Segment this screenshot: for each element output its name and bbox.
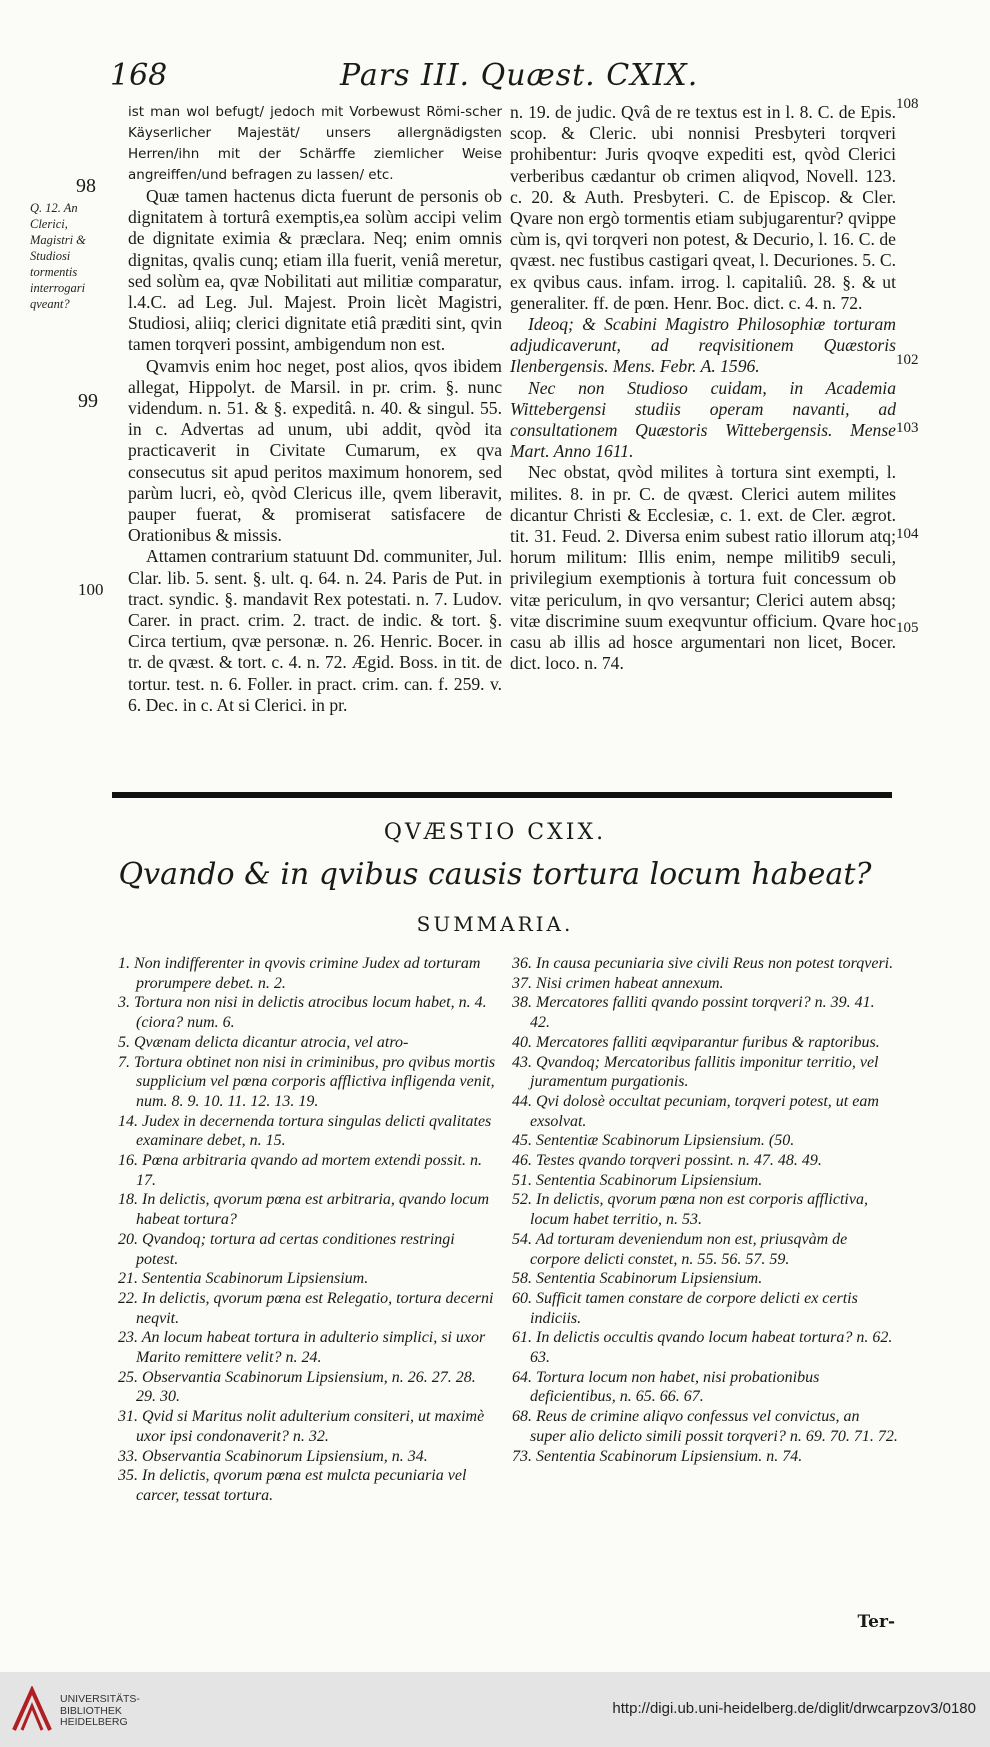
list-item: 60. Sufficit tamen constare de corpore delicti ex certis indiciis.	[512, 1289, 858, 1327]
source-url[interactable]: http://digi.ub.uni-heidelberg.de/diglit/drwcarpzov3/0180	[612, 1700, 976, 1717]
paragraph: Quæ tamen hactenus dicta fuerunt de personis ob dignitatem à torturâ exemptis,ea solùm accipi velim de dignitate eximia & præclara. Neq; enim omnis dignitas, qvalis cunq; etiam illa fuerit, veniâ meretur, sed solùm ea, qvæ Nobilitati aut militiæ comparatur, l.4.C. ad Leg. Jul. Majest. Proin licèt Magistri, Studiosi, aliiq; clerici dignitate etiâ præditi sint, qvin tamen torqveri possint, ambigendum non est.	[128, 186, 502, 355]
library-name	[60, 1694, 140, 1729]
list-item: 43. Qvandoq; Mercatoribus fallitis imponitur territio, vel juramentum purgationis.	[512, 1053, 879, 1091]
list-item: 21. Sententia Scabinorum Lipsiensium.	[118, 1270, 369, 1288]
page-header	[110, 58, 870, 98]
catchword: Ter-	[857, 1612, 895, 1632]
section-divider	[112, 792, 892, 798]
summary-list-left	[118, 954, 498, 1506]
list-item: 45. Sententiæ Scabinorum Lipsiensium. (50.	[512, 1132, 795, 1150]
left-column	[128, 102, 502, 716]
list-item: 40. Mercatores falliti æqviparantur furibus & raptoribus.	[512, 1033, 880, 1051]
margin-number: 102	[896, 352, 919, 368]
list-item: 58. Sententia Scabinorum Lipsiensium.	[512, 1270, 763, 1288]
list-item: 22. In delictis, qvorum pœna est Relegatio, tortura decerni neqvit.	[118, 1289, 494, 1327]
list-item: 14. Judex in decernenda tortura singulas delicti qvalitates examinare debet, n. 15.	[118, 1112, 492, 1150]
list-item: 3. Tortura non nisi in delictis atrocibus locum habet, n. 4. (ciora? num. 6.	[118, 994, 487, 1032]
list-item: 31. Qvid si Maritus nolit adulterium consiteri, ut maximè uxor ipsi condonaverit? n. 32.	[118, 1408, 485, 1445]
list-item: 38. Mercatores falliti qvando possint torqveri? n. 39. 41. 42.	[512, 994, 875, 1032]
paragraph: Nec non Studioso cuidam, in Academia Wittebergensi studiis operam navanti, ad consultationem Quæstoris Wittebergensis. Mense Mart. Anno 1611.	[510, 377, 896, 462]
list-item: 68. Reus de crimine aliqvo confessus vel convictus, an super alio delicto simili possit torqveri? n. 69. 70. 71. 72.	[512, 1408, 898, 1445]
list-item: 52. In delictis, qvorum pœna non est corporis afflictiva, locum habet territio, n. 53.	[512, 1191, 868, 1229]
list-item: 5. Qvænam delicta dicantur atrocia, vel atro-	[118, 1033, 409, 1051]
list-item: 37. Nisi crimen habeat annexum.	[512, 974, 724, 992]
list-item: 23. An locum habeat tortura in adulterio simplici, si uxor Marito remittere velit? n. 24.	[118, 1329, 486, 1367]
list-item: 18. In delictis, qvorum pœna est arbitraria, qvando locum habeat tortura?	[118, 1191, 490, 1229]
list-item: 33. Observantia Scabinorum Lipsiensium, n. 34.	[118, 1447, 428, 1465]
list-item: 36. In causa pecuniaria sive civili Reus non potest torqveri.	[512, 955, 894, 972]
margin-number: 104	[896, 526, 919, 542]
list-item: 7. Tortura obtinet non nisi in criminibus, pro qvibus mortis supplicium vel pœna corporis afflictiva infligenda venit, num. 8. 9. 10. 11. 12. 13. 19.	[118, 1053, 496, 1110]
margin-number: 108	[896, 96, 919, 112]
paragraph: n. 19. de judic. Qvâ de re textus est in l. 8. C. de Epis. scop. & Cleric. ubi nonnisi Presbyteri torqveri prohibentur: Juris qvoqve expediti est, qvòd Clerici verberibus cædantur ob crimen aliqvod, Novell. 123. c. 20. & Auth. Presbyteri. C. de Episcop. & Cler. Qvare non ergò tormentis etiam subjugarentur? qvippe cùm is, qvi torqveri non potest, & Decurio, l. 16. C. de qvæst. nec fustibus castigari qveat, l. Decuriones. 5. C. ex qvibus caus. infam. irrog. l. capitaliû. 28. §. & ut generaliter. ff. de pœn. Henr. Boc. dict. c. 4. n. 72.	[510, 102, 897, 313]
list-item: 46. Testes qvando torqveri possint. n. 47. 48. 49.	[512, 1152, 822, 1170]
list-item: 54. Ad torturam deveniendum non est, priusqvàm de corpore delicti constet, n. 55. 56. 57. 59.	[512, 1230, 848, 1268]
list-item: 51. Sententia Scabinorum Lipsiensium.	[512, 1171, 763, 1189]
margin-note: Q. 12. An Clerici, Magistri & Studiosi tormentis interrogari qveant?	[30, 201, 86, 311]
page-number: 168	[110, 58, 168, 93]
library-name-line: BIBLIOTHEK	[60, 1704, 122, 1717]
list-item: 35. In delictis, qvorum pœna est mulcta pecuniaria vel carcer, tessat tortura.	[118, 1467, 467, 1504]
list-item: 1. Non indifferenter in qvovis crimine Judex ad torturam prorumpere debet. n. 2.	[118, 955, 481, 992]
margin-number: 103	[896, 420, 919, 436]
right-column	[510, 102, 896, 674]
paragraph: Nec obstat, qvòd milites à tortura sint exempti, l. milites. 8. in pr. C. de qvæst. Clerici autem milites dicantur Christi & Ecclesiæ, c. 1. ext. de Cler. ægrot. tit. 31. Feud. 2. Diversa enim subest ratio illorum atq; horum militum: Illis enim, nempe militib9 seculi, privilegium exemptionis à tortura fuit concessum ob vitæ periculum, in qvo versantur; Clerici autem absq; vitæ discrimine suum exeqvuntur officium. Qvare hoc casu ab illis ad hosce argumentari non licet, Bocer. dict. loco. n. 74.	[510, 462, 896, 674]
list-item: 25. Observantia Scabinorum Lipsiensium, n. 26. 27. 28. 29. 30.	[118, 1368, 476, 1406]
paragraph: Qvamvis enim hoc neget, post alios, qvos ibidem allegat, Hippolyt. de Marsil. in pr. crim. §. nunc videndum. n. 51. & §. expeditâ. n. 40. & singul. 55. in c. Advertas ad unum, ubi addit, qvòd ita practicaverit in Civitate Cumarum, ex qva consecutus sit apud peritos maximum honorem, sed parùm lucri, eò, qvòd Clericus ille, qvem liberavit, pauper fuerat, & promiserat satisfacere de Orationibus & missis.	[128, 355, 502, 546]
list-item: 73. Sententia Scabinorum Lipsiensium. n. 74.	[512, 1447, 803, 1465]
footer-bar	[0, 1672, 990, 1747]
margin-number: 98	[76, 175, 96, 197]
list-item: 16. Pœna arbitraria qvando ad mortem extendi possit. n. 17.	[118, 1152, 482, 1189]
list-item: 20. Qvandoq; tortura ad certas conditiones restringi potest.	[118, 1230, 455, 1268]
university-library-logo-icon	[10, 1686, 54, 1732]
library-name-line: HEIDELBERG	[60, 1716, 128, 1728]
paragraph: Attamen contrarium statuunt Dd. communiter, Jul. Clar. lib. 5. sent. §. ult. q. 64. n. 24. Paris de Put. in tract. syndic. §. mandavit Rex potestati. n. 7. Ludov. Carer. in pract. crim. 2. tract. de indic. & tort. §. Circa tertium, qvæ personæ. n. 26. Henric. Bocer. in tr. de qvæst. & tort. c. 4. n. 72. Ægid. Boss. in tit. de tortur. test. n. 6. Foller. in pract. crim. can. f. 259. v. 6. Dec. in c. At si Clerici. in pr.	[128, 546, 502, 715]
margin-number: 100	[78, 580, 104, 599]
margin-number: 105	[896, 620, 919, 636]
margin-number: 99	[78, 390, 98, 412]
running-head: Pars III. Quæst. CXIX.	[340, 58, 699, 93]
paragraph: Ideoq; & Scabini Magistro Philosophiæ torturam adjudicaverunt, ad reqvisitionem Quæstoris Ilenbergensis. Mens. Febr. A. 1596.	[510, 314, 896, 377]
summary-list-right	[512, 954, 898, 1466]
list-item: 61. In delictis occultis qvando locum habeat tortura? n. 62. 63.	[512, 1329, 893, 1367]
list-item: 44. Qvi dolosè occultat pecuniam, torqveri potest, ut eam exsolvat.	[512, 1092, 879, 1130]
question-title: QVÆSTIO CXIX.	[383, 820, 607, 845]
summaria-heading: SUMMARIA.	[416, 912, 574, 936]
question-subtitle: Qvando & in qvibus causis tortura locum habeat?	[118, 857, 872, 892]
library-name-line: UNIVERSITÄTS-	[60, 1693, 140, 1705]
paragraph: ist man wol befugt/ jedoch mit Vorbewust Römi-scher Käyserlicher Majestät/ unsers allergnädigsten Herren/ihn mit der Schärffe ziemlicher Weise angreiffen/und befragen zu lassen/ etc.	[128, 104, 502, 183]
list-item: 64. Tortura locum non habet, nisi probationibus deficientibus, n. 65. 66. 67.	[512, 1368, 820, 1406]
